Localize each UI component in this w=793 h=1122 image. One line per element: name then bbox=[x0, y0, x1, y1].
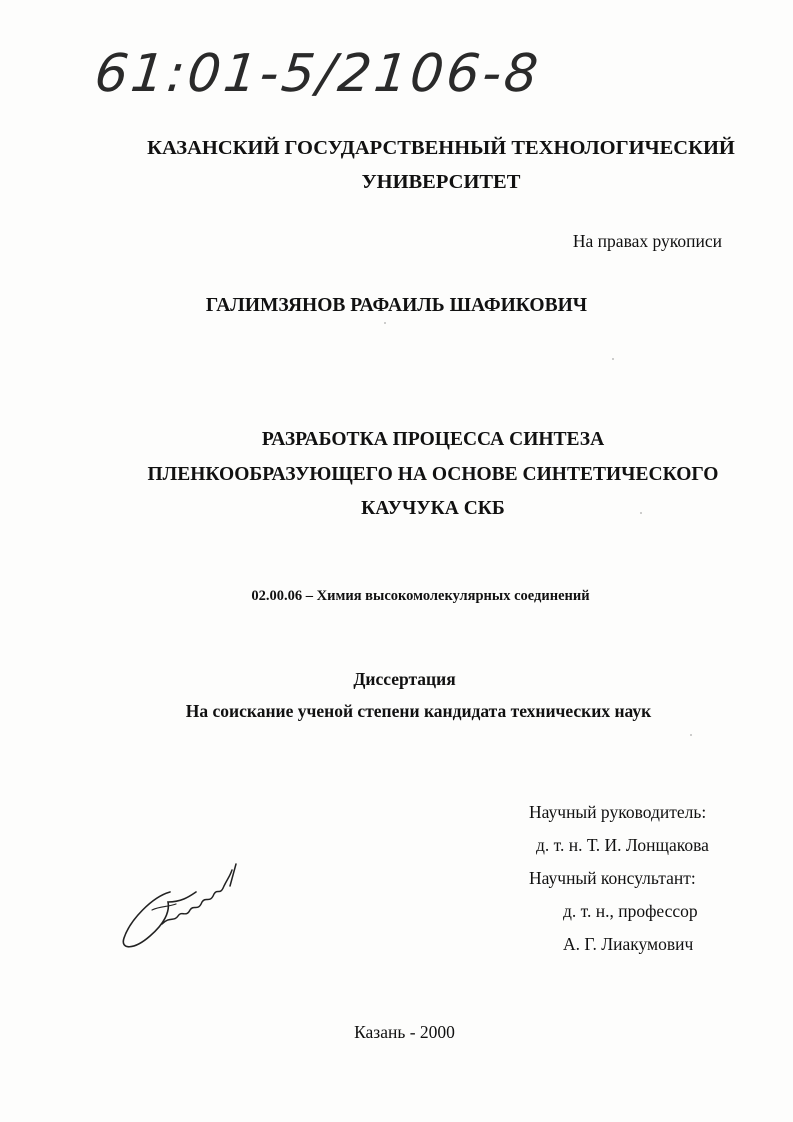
university-name-line-1: КАЗАНСКИЙ ГОСУДАРСТВЕННЫЙ ТЕХНОЛОГИЧЕСКИЙ bbox=[147, 137, 735, 159]
thesis-title-line-1: РАЗРАБОТКА ПРОЦЕССА СИНТЕЗА bbox=[261, 429, 605, 450]
archive-code-handwritten: 61:01-5/2106-8 bbox=[91, 44, 544, 104]
rights-note: На правах рукописи bbox=[572, 231, 722, 251]
specialty-code: 02.00.06 – Химия высокомолекулярных соединений bbox=[251, 588, 590, 604]
supervisor-name: д. т. н. Т. И. Лонщакова bbox=[536, 835, 709, 855]
city-year: Казань - 2000 bbox=[354, 1022, 455, 1042]
consultant-name: А. Г. Лиакумович bbox=[563, 934, 694, 954]
advisors-block bbox=[529, 796, 709, 961]
thesis-title-line-2: ПЛЕНКООБРАЗУЮЩЕГО НА ОСНОВЕ СИНТЕТИЧЕСКОГО bbox=[147, 463, 719, 485]
handwritten-signature bbox=[112, 852, 252, 962]
thesis-title bbox=[118, 423, 748, 527]
consultant-degree: д. т. н., профессор bbox=[563, 901, 698, 921]
university-name bbox=[118, 131, 764, 199]
author-name: ГАЛИМЗЯНОВ РАФАИЛЬ ШАФИКОВИЧ bbox=[205, 295, 588, 316]
degree-statement: На соискание ученой степени кандидата технических наук bbox=[185, 701, 652, 721]
document-type: Диссертация bbox=[353, 669, 456, 689]
university-name-line-2: УНИВЕРСИТЕТ bbox=[361, 171, 521, 193]
thesis-title-line-3: КАУЧУКА СКБ bbox=[361, 498, 505, 519]
consultant-label: Научный консультант: bbox=[529, 868, 696, 888]
supervisor-label: Научный руководитель: bbox=[529, 802, 707, 822]
